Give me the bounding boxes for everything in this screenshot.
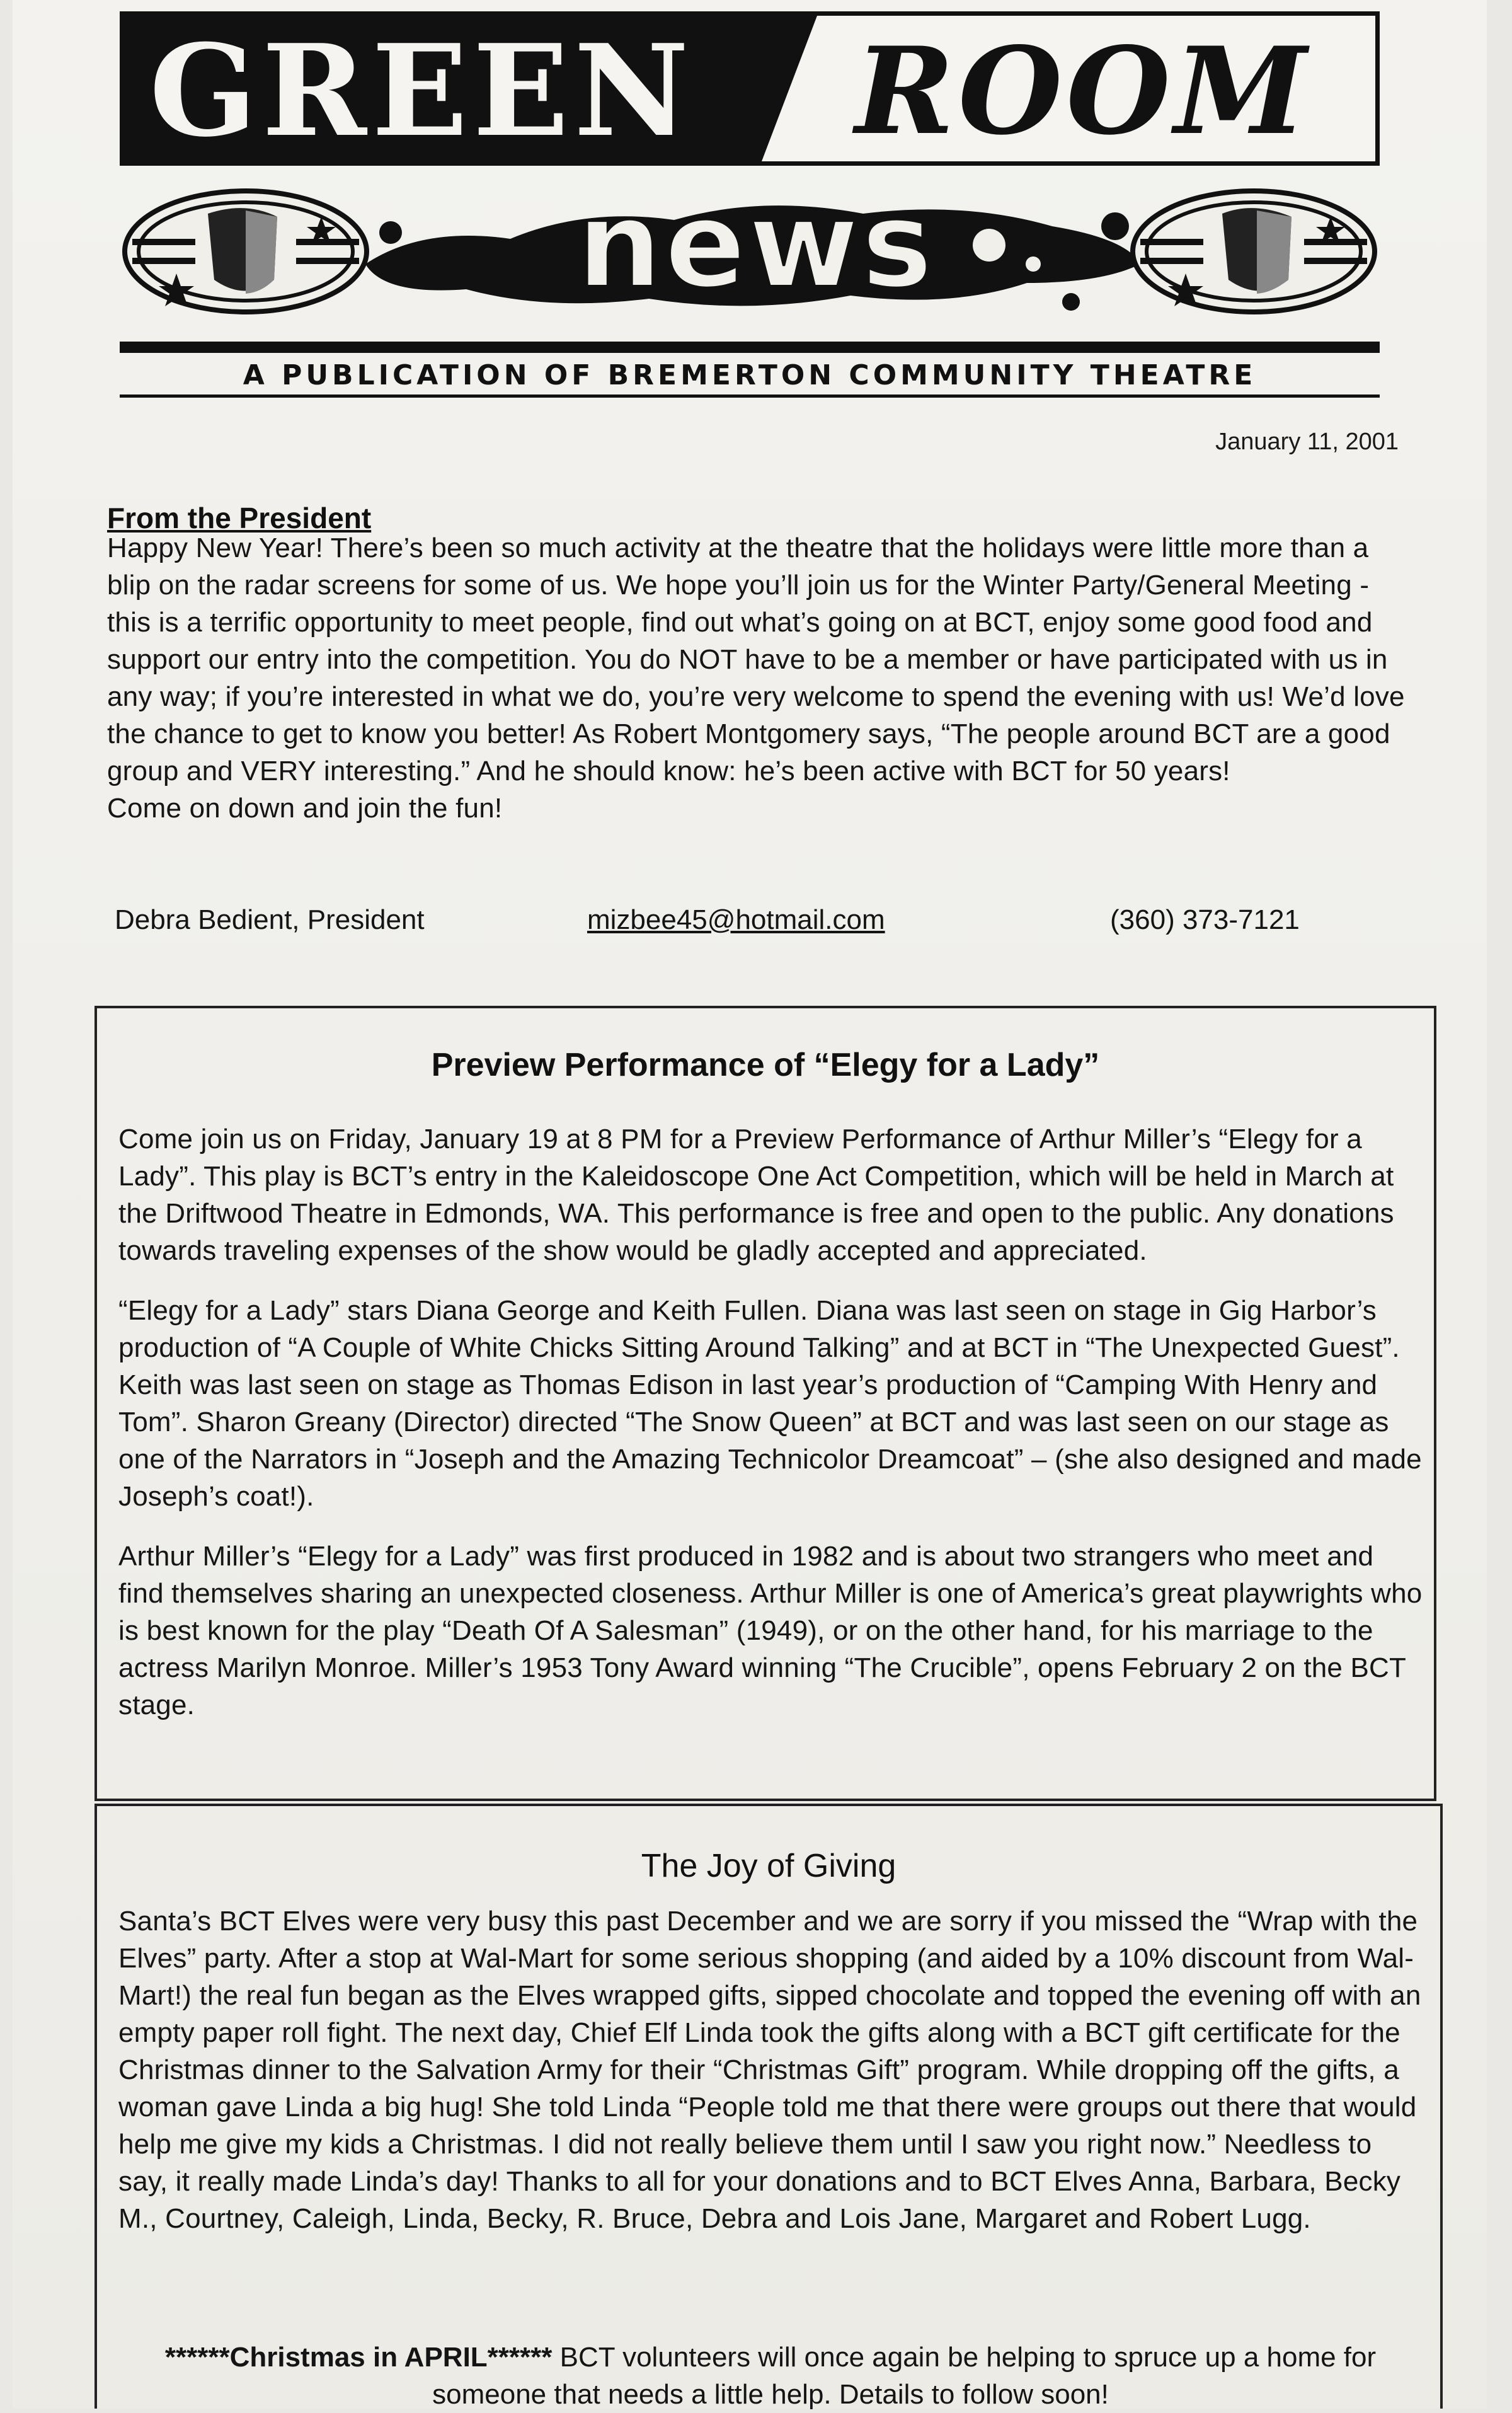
preview-body <box>118 1120 1423 1746</box>
christmas-in-april-label: ******Christmas in APRIL****** <box>164 2342 553 2373</box>
preview-paragraph: Arthur Miller’s “Elegy for a Lady” was first produced in 1982 and is about two strangers who meet and find themselves sharing an unexpected closeness. Arthur Miller is one of America’s great playwrights who is best known for the play “Death Of A Salesman” (1949), or on the other hand, for his marriage to the actress Marilyn Monroe. Miller’s 1953 Tony Award winning “The Crucible”, opens February 2 on the BCT stage. <box>118 1541 1423 1720</box>
president-message <box>107 529 1418 827</box>
joy-of-giving-box <box>94 1804 1443 2409</box>
joy-heading: The Joy of Giving <box>641 1848 896 1884</box>
masthead <box>107 9 1386 400</box>
joy-paragraph: Santa’s BCT Elves were very busy this past December and we are sorry if you missed the “Wrap with the Elves” party. After a stop at Wal-Mart for some serious shopping (and aided by a 10% discount from Wal-Mart!) the real fun began as the Elves wrapped gifts, sipped chocolate and topped the evening off with an empty paper roll fight. The next day, Chief Elf Linda took the gifts along with a BCT gift certificate for the Christmas dinner to the Salvation Army for their “Christmas Gift” program. While dropping off the gifts, a woman gave Linda a big hug! She told Linda “People told me that there were groups out there that would help me give my kids a Christmas. I did not really believe them until I saw you right now.” Needless to say, it really made Linda’s day! Thanks to all for your donations and to BCT Elves Anna, Barbara, Becky M., Courtney, Caleigh, Linda, Becky, R. Bruce, Debra and Lois Jane, Margaret and Robert Lugg. <box>118 1906 1421 2234</box>
masthead-rule-thick <box>120 342 1380 353</box>
joy-body <box>118 1903 1426 2260</box>
president-paragraph: Come on down and join the fun! <box>107 793 503 824</box>
theatre-masks-icon <box>1128 185 1380 318</box>
newsletter-page <box>13 0 1487 2409</box>
president-paragraph: Happy New Year! There’s been so much activity at the theatre that the holidays were little more than a blip on the radar screens for some of us. We hope you’ll join us for the Winter Party/General Meeting - this is a terrific opportunity to meet people, find out what’s going on at BCT, enjoy some good food and support our entry into the competition. You do NOT have to be a member or have participated with us in any way; if you’re interested in what we do, you’re very welcome to spend the evening with us! We’d love the chance to get to know you better! As Robert Montgomery says, “The people around BCT are a good group and VERY interesting.” And he should know: he’s been active with BCT for 50 years! <box>107 533 1405 786</box>
christmas-in-april-notice <box>118 2339 1423 2413</box>
phone-number: (360) 373-7121 <box>1110 904 1300 935</box>
preview-paragraph: “Elegy for a Lady” stars Diana George and Keith Fullen. Diana was last seen on stage in Gig Harbor’s production of “A Couple of White Chicks Sitting Around Talking” and at BCT in “The Unexpected Guest”. Keith was last seen on stage as Thomas Edison in last year’s production of “Camping With Henry and Tom”. Sharon Greany (Director) directed “The Snow Queen” at BCT and was last seen on our stage as one of the Narrators in “Joseph and the Amazing Technicolor Dreamcoat” – (she also designed and made Joseph’s coat!). <box>118 1295 1422 1512</box>
news-word: news <box>576 175 936 314</box>
email-link[interactable]: mizbee45@hotmail.com <box>587 904 885 935</box>
preview-paragraph: Come join us on Friday, January 19 at 8 PM for a Preview Performance of Arthur Miller’s “Elegy for a Lady”. This play is BCT’s entry in the Kaleidoscope One Act Competition, which will be held in March at the Driftwood Theatre in Edmonds, WA. This performance is free and open to the public. Any donations towards traveling expenses of the show would be gladly accepted and appreciated. <box>118 1124 1394 1266</box>
preview-performance-box <box>94 1006 1436 1801</box>
signature-row <box>107 904 1367 942</box>
title-room: ROOM <box>855 21 1311 161</box>
news-banner <box>120 175 1380 324</box>
theatre-masks-icon <box>120 185 372 318</box>
preview-heading: Preview Performance of “Elegy for a Lady” <box>431 1047 1100 1083</box>
title-banner <box>120 11 1380 166</box>
title-green: GREEN <box>149 17 694 165</box>
president-heading: From the President <box>107 502 372 534</box>
christmas-in-april-text: BCT volunteers will once again be helping to spruce up a home for someone that needs a little help. Details to follow soon! <box>432 2342 1377 2410</box>
masthead-rule-thin <box>120 394 1380 398</box>
signature-name: Debra Bedient, President <box>115 904 425 935</box>
issue-date: January 11, 2001 <box>1215 429 1399 455</box>
publication-line: A PUBLICATION OF BREMERTON COMMUNITY THEATRE <box>243 359 1257 391</box>
